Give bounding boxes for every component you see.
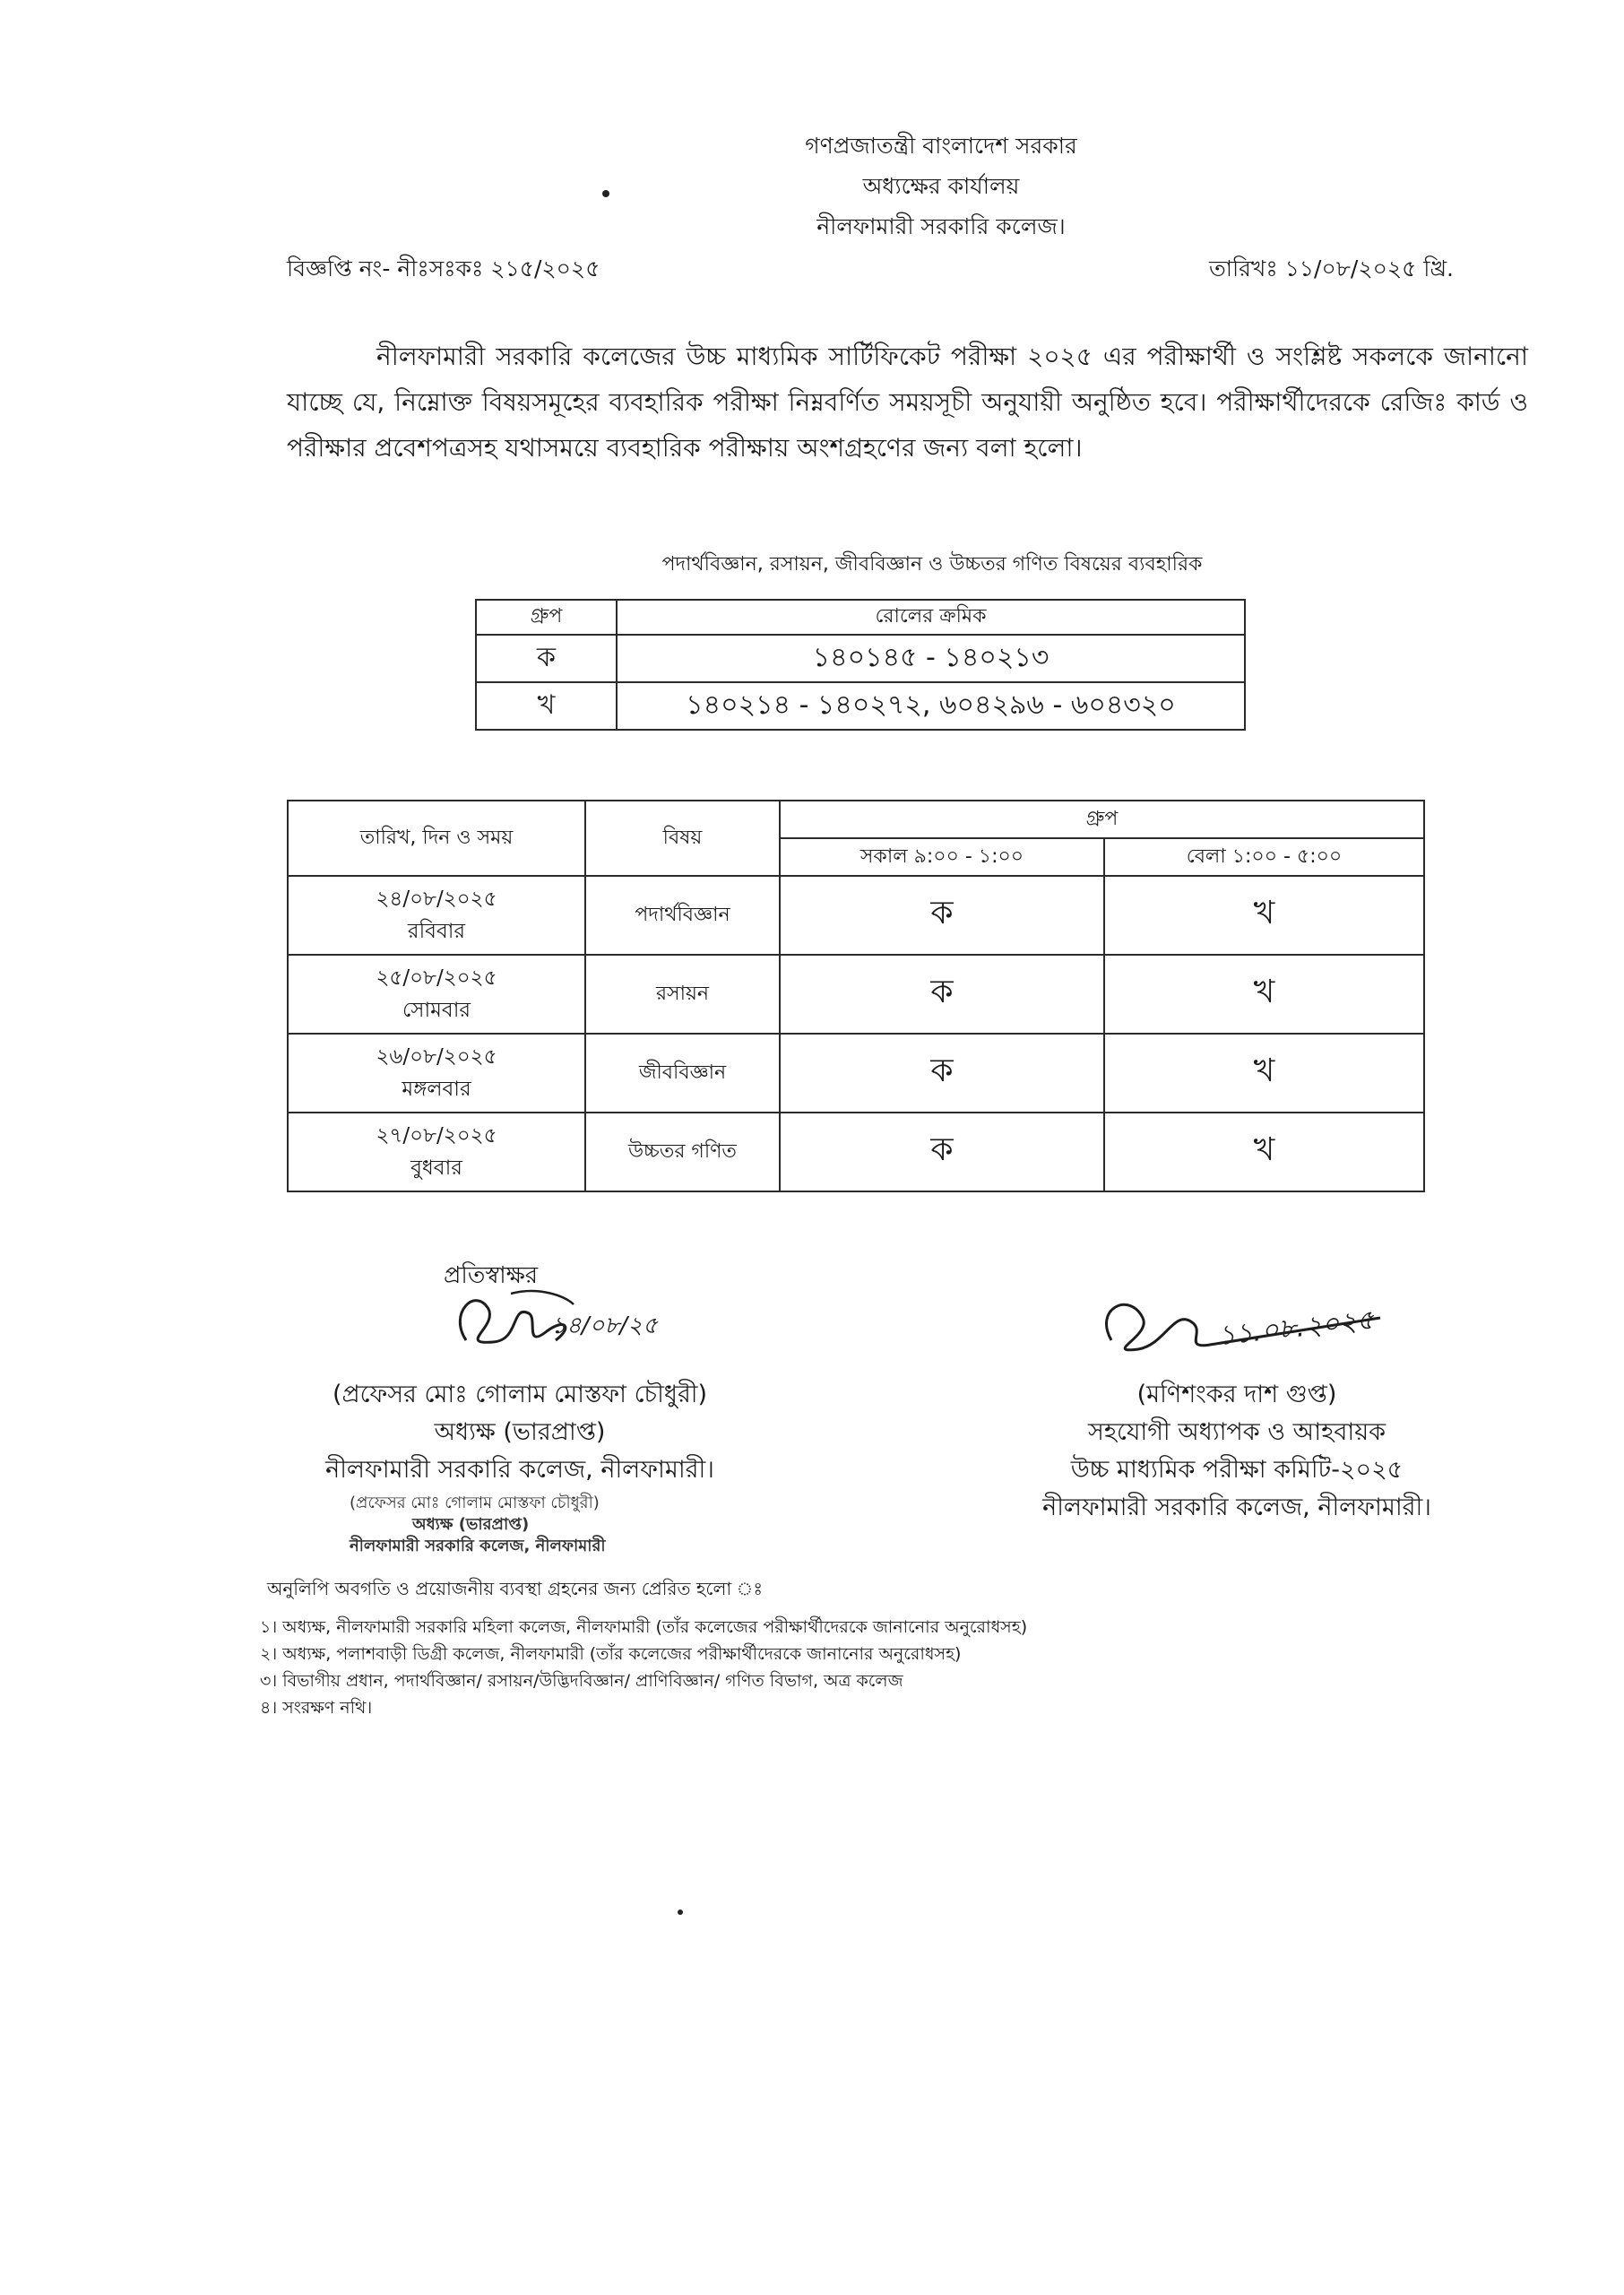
copy-to-item: ৪। সংরক্ষণ নথি। — [260, 1698, 373, 1718]
countersign-label: প্রতিস্বাক্ষর — [444, 1262, 539, 1289]
schedule-group-header: গ্রুপ — [780, 801, 1424, 838]
schedule-date: ২৭/০৮/২০২৫ — [376, 1124, 497, 1148]
schedule-day: মঙ্গলবার — [402, 1078, 471, 1101]
schedule-date: ২৪/০৮/২০২৫ — [376, 888, 497, 911]
notice-date: তারিখঃ ১১/০৮/২০২৫ খ্রি. — [1208, 255, 1454, 281]
schedule-date-cell — [288, 1034, 585, 1113]
schedule-subject: জীববিজ্ঞান — [585, 1034, 780, 1113]
schedule-date-cell — [288, 1113, 585, 1191]
schedule-subject-header: বিষয় — [585, 801, 780, 876]
schedule-afternoon-group: খ — [1104, 876, 1424, 955]
signatory-right-committee: উচ্চ মাধ্যমিক পরীক্ষা কমিটি-২০২৫ — [1070, 1456, 1404, 1484]
roll-table-roll-header: রোলের ক্রমিক — [617, 600, 1245, 635]
signature-right-block — [986, 1376, 1488, 1527]
signature-right-image — [1075, 1282, 1416, 1372]
copy-to-item: ২। অধ্যক্ষ, পলাশবাড়ী ডিগ্রী কলেজ, নীলফামারী (তাঁর কলেজের পরীক্ষার্থীদেরকে জানানোর অনুরোধসহ) — [260, 1644, 962, 1664]
schedule-afternoon-header: বেলা ১:০০ - ৫:০০ — [1104, 838, 1424, 876]
schedule-morning-group: ক — [780, 1113, 1104, 1191]
roll-table-group-header: গ্রুপ — [476, 600, 617, 635]
schedule-date-cell — [288, 955, 585, 1034]
roll-range: ১৪০২১৪ - ১৪০২৭২, ৬০৪২৯৬ - ৬০৪৩২০ — [617, 682, 1245, 730]
schedule-morning-group: ক — [780, 1034, 1104, 1113]
schedule-morning-group: ক — [780, 955, 1104, 1034]
copy-to-item: ১। অধ্যক্ষ, নীলফামারী সরকারি মহিলা কলেজ, নীলফামারী (তাঁর কলেজের পরীক্ষার্থীদেরকে জানানোর অনুরোধসহ) — [260, 1617, 1028, 1637]
roll-group: ক — [476, 635, 617, 682]
schedule-morning-header: সকাল ৯:০০ - ১:০০ — [780, 838, 1104, 876]
schedule-row — [288, 876, 1424, 955]
schedule-date: ২৬/০৮/২০২৫ — [376, 1045, 497, 1069]
header-office: অধ্যক্ষের কার্যালয় — [862, 173, 1020, 199]
schedule-day: সোমবার — [402, 999, 471, 1022]
schedule-afternoon-group: খ — [1104, 1034, 1424, 1113]
schedule-date-cell — [288, 876, 585, 955]
roll-group: খ — [476, 682, 617, 730]
schedule-afternoon-group: খ — [1104, 955, 1424, 1034]
signatory-left-title: অধ্যক্ষ (ভারপ্রাপ্ত) — [434, 1418, 606, 1446]
signature-left-image — [439, 1277, 663, 1367]
signatory-right-org: নীলফামারী সরকারি কলেজ, নীলফামারী। — [1042, 1494, 1431, 1521]
schedule-date-header: তারিখ, দিন ও সময় — [288, 801, 585, 876]
roll-table-caption: পদার্থবিজ্ঞান, রসায়ন, জীববিজ্ঞান ও উচ্চতর গণিত বিষয়ের ব্যবহারিক — [661, 553, 1203, 576]
schedule-subject: রসায়ন — [585, 955, 780, 1034]
schedule-morning-group: ক — [780, 876, 1104, 955]
signatory-left-org: নীলফামারী সরকারি কলেজ, নীলফামারী। — [325, 1456, 714, 1484]
signature-left-date: ১৪/০৮/২৫ — [551, 1312, 658, 1339]
stamp-org: নীলফামারী সরকারি কলেজ, নীলফামারী — [350, 1537, 606, 1555]
copy-to-item: ৩। বিভাগীয় প্রধান, পদার্থবিজ্ঞান/ রসায়ন/উদ্ভিদবিজ্ঞান/ প্রাণিবিজ্ঞান/ গণিত বিভাগ, অত্র কলেজ — [260, 1671, 903, 1691]
signature-right-date: ১১.০৮.২০২৫ — [1216, 1303, 1376, 1352]
header-college: নীলফামারী সরকারি কলেজ। — [816, 213, 1066, 239]
schedule-afternoon-group: খ — [1104, 1113, 1424, 1191]
stamp-title: অধ্যক্ষ (ভারপ্রাপ্ত) — [412, 1515, 530, 1534]
header-government: গণপ্রজাতন্ত্রী বাংলাদেশ সরকার — [805, 133, 1077, 159]
signatory-right-title: সহযোগী অধ্যাপক ও আহবায়ক — [1087, 1418, 1386, 1446]
roll-table — [475, 599, 1246, 731]
ink-dot — [678, 1910, 683, 1915]
stamp-name: (প্রফেসর মোঃ গোলাম মোস্তফা চৌধুরী) — [350, 1494, 600, 1512]
schedule-table — [287, 800, 1425, 1192]
copy-to-intro: অনুলিপি অবগতি ও প্রয়োজনীয় ব্যবস্থা গ্রহনের জন্য প্রেরিত হলো ঃ — [267, 1578, 764, 1599]
signatory-right-name: (মণিশংকর দাশ গুপ্ত) — [1136, 1381, 1337, 1408]
roll-table-row — [476, 682, 1245, 730]
signatory-left-name: (প্রফেসর মোঃ গোলাম মোস্তফা চৌধুরী) — [332, 1381, 708, 1408]
schedule-row — [288, 1034, 1424, 1113]
memo-number: বিজ্ঞপ্তি নং- নীঃসঃকঃ ২১৫/২০২৫ — [287, 255, 600, 281]
roll-table-row — [476, 635, 1245, 682]
office-stamp — [350, 1493, 606, 1557]
roll-range: ১৪০১৪৫ - ১৪০২১৩ — [617, 635, 1245, 682]
ink-dot — [602, 190, 609, 197]
schedule-subject: উচ্চতর গণিত — [585, 1113, 780, 1191]
schedule-day: বুধবার — [410, 1156, 462, 1180]
schedule-date: ২৫/০৮/২০২৫ — [376, 966, 497, 990]
signature-left-block — [287, 1376, 753, 1489]
schedule-row — [288, 955, 1424, 1034]
notice-body: নীলফামারী সরকারি কলেজের উচ্চ মাধ্যমিক সার্টিফিকেট পরীক্ষা ২০২৫ এর পরীক্ষার্থী ও সংশ্লিষ্ট সকলকে জানানো যাচ্ছে যে, নিম্নোক্ত বিষয়সমূহের ব্যবহারিক পরীক্ষা নিম্নবর্ণিত সময়সূচী অনুযায়ী অনুষ্ঠিত হবে। পরীক্ষার্থীদেরকে রেজিঃ কার্ড ও পরীক্ষার প্রবেশপত্রসহ যথাসময়ে ব্যবহারিক পরীক্ষায় অংশগ্রহণের জন্য বলা হলো। — [287, 342, 1528, 463]
copy-to-list — [260, 1614, 1027, 1721]
schedule-row — [288, 1113, 1424, 1191]
schedule-subject: পদার্থবিজ্ঞান — [585, 876, 780, 955]
schedule-day: রবিবার — [407, 920, 466, 943]
